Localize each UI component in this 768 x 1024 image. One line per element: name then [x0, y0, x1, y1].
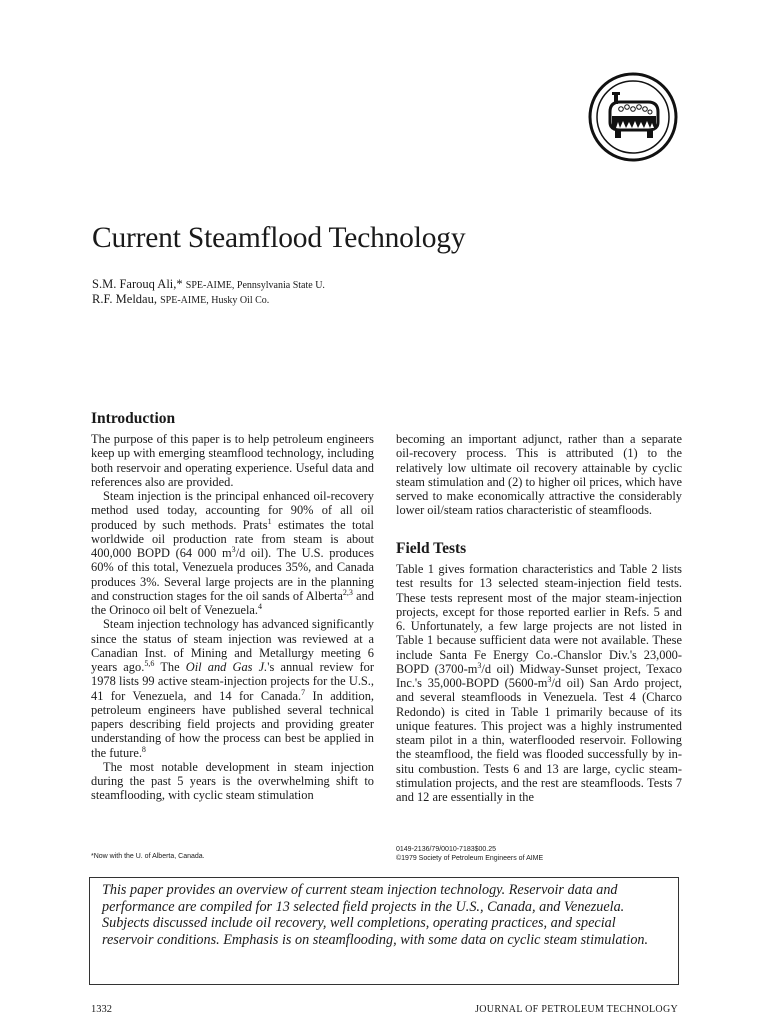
right-column-top — [396, 432, 682, 518]
spe-steam-drum-seal-icon — [588, 72, 678, 162]
copyright-line: ©1979 Society of Petroleum Engineers of AIME — [396, 855, 544, 862]
author-name: S.M. Farouq Ali,* — [92, 277, 183, 291]
author-affiliation: SPE-AIME, Pennsylvania State U. — [185, 280, 325, 291]
abstract-text: This paper provides an overview of current steam injection technology. Reservoir data and performance are compiled for 13 selected field projects in the U.S., Canada, and Venezuela. Subjects discussed include oil recovery, well completions, operating practices, and special reservoir conditions. Emphasis is on steamflooding, with some data on cyclic steam stimulation. — [102, 882, 649, 948]
body-paragraph: The most notable development in steam injection during the past 5 years is the overwhelming shift to steamflooding, with cyclic steam stimulation — [91, 759, 374, 803]
author-line — [92, 292, 269, 307]
article-code: 0149-2136/79/0010-7183$00.25 — [396, 846, 497, 853]
page-number: 1332 — [91, 1004, 112, 1015]
author-footnote: *Now with the U. of Alberta, Canada. — [91, 853, 205, 860]
body-paragraph: Steam injection is the principal enhanced oil-recovery method used today, accounting for 90% of all oil produced by such methods. Prats$^1$ estimates the total worldwide oil production rate from steam is about 400,000 BOPD (64 000 $m^3/d$ oil). The U.S. produces 60% of this total, Venezuela produces 35%, and Canada produces 3%. Several large projects are in the planning and construction stages for the oil sands of Alberta$^{2,3}$ and the Orinoco oil belt of Venezuela.$^4$ — [91, 489, 375, 617]
left-column — [91, 432, 374, 803]
body-paragraph: Steam injection technology has advanced significantly since the status of steam injection was reviewed at a Canadian Inst. of Mining and Metallurgy meeting 6 years ago.$^{5,6}$ The Oil and Gas J.'s annual review for 1978 lists 99 active steam-injection projects for the U.S., 41 for Venezuela, and 14 for Canada.$^7$ In addition, petroleum engineers have published several technical papers describing field projects and providing greater understanding of how the process can best be applied in the future.$^8$ — [91, 617, 374, 760]
author-name: R.F. Meldau, — [92, 292, 157, 306]
journal-name: JOURNAL OF PETROLEUM TECHNOLOGY — [475, 1004, 678, 1015]
right-column-field-tests — [396, 562, 682, 804]
abstract-box — [89, 877, 679, 985]
section-heading-field-tests: Field Tests — [396, 540, 467, 557]
body-paragraph: becoming an important adjunct, rather than a separate oil-recovery process. This is attributed (1) to the relatively low ultimate oil recovery attainable by cyclic steam stimulation and (2) to higher oil prices, which have served to make economically attractive the considerably lower oil/steam ratios characteristic of steamfloods. — [396, 432, 682, 518]
section-heading-introduction: Introduction — [91, 410, 176, 427]
paper-title: Current Steamflood Technology — [92, 222, 466, 254]
copyright-notice — [396, 845, 543, 863]
author-line — [92, 277, 325, 292]
author-affiliation: SPE-AIME, Husky Oil Co. — [160, 295, 270, 306]
body-paragraph: The purpose of this paper is to help petroleum engineers keep up with emerging steamflood technology, including both reservoir and operating experience. Useful data and references also are provided. — [91, 432, 374, 489]
body-paragraph: Table 1 gives formation characteristics and Table 2 lists test results for 13 selected steam-injection field tests. These tests represent most of the major steam-injection projects, except for those reported earlier in Refs. 5 and 6. Unfortunately, a few large projects are not listed in Table 1 because sufficient data were not available. These include Santa Fe Energy Co.-Chanslor Div.'s 23,000-BOPD ($3700-m^3/d$ oil) Midway-Sunset project, Texaco Inc.'s 35,000-BOPD ($5600-m^3/d$ oil) San Ardo project, and several steamfloods in Venezuela. Test 4 (Charco Redondo) is cited in Table 1 primarily because of its unique features. This project was a highly instrumented steam pilot in a thin, waterflooded reservoir. Following the steamflood, the field was flooded successfully by in-situ combustion. Tests 6 and 13 are large, cyclic steam-stimulation projects, and the rest are steamfloods. Tests 7 and 12 are essentially in the — [396, 562, 683, 804]
